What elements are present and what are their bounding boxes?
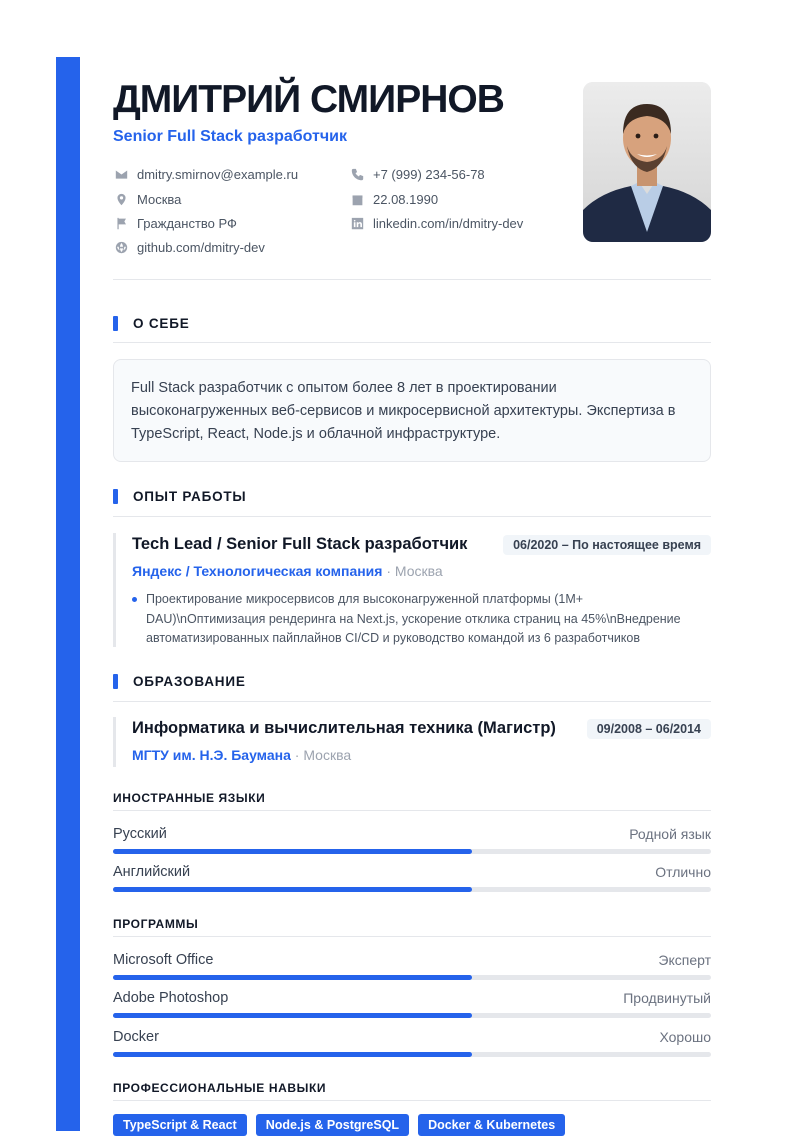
section-title-experience: ОПЫТ РАБОТЫ — [133, 489, 247, 504]
experience-entry — [113, 533, 711, 647]
level-bar-fill — [113, 1052, 472, 1057]
skill-tag: TypeScript & React — [113, 1114, 247, 1136]
candidate-role: Senior Full Stack разработчик — [113, 128, 347, 145]
section-heading-education — [113, 674, 246, 689]
contact-email-text: dmitry.smirnov@example.ru — [137, 166, 299, 182]
contact-phone-text: +7 (999) 234-56-78 — [373, 166, 485, 182]
contact-location — [113, 191, 181, 207]
software-name: Microsoft Office — [113, 952, 214, 968]
software-item — [113, 990, 711, 1020]
contact-citizenship — [113, 215, 237, 231]
globe-icon — [113, 239, 129, 255]
job-title: Tech Lead / Senior Full Stack разработчик — [132, 535, 468, 553]
about-divider — [113, 342, 711, 343]
candidate-name: ДМИТРИЙ СМИРНОВ — [113, 78, 504, 121]
software-heading: ПРОГРАММЫ — [113, 917, 199, 931]
contact-linkedin[interactable] — [349, 215, 523, 231]
contact-phone[interactable] — [349, 166, 485, 182]
job-bullet-text: Проектирование микросервисов для высоконагруженной платформы (1M+ DAU)\nОптимизация рендеринга на Next.js, ускорение отклика страниц на 45%\nВнедрение автоматизированных пайплайнов CI/CD и руководство командой из 6 разработчиков — [146, 592, 681, 645]
contact-github[interactable] — [113, 239, 265, 255]
level-bar-fill — [113, 887, 472, 892]
profile-photo-illustration — [583, 82, 711, 242]
mail-icon — [113, 166, 129, 182]
job-company-line — [132, 563, 443, 579]
section-title-education: ОБРАЗОВАНИЕ — [133, 674, 246, 689]
job-location: · Москва — [382, 563, 443, 579]
software-name: Adobe Photoshop — [113, 990, 229, 1006]
calendar-icon — [349, 191, 365, 207]
section-heading-experience — [113, 489, 246, 504]
language-name: Английский — [113, 864, 191, 880]
skill-tag: Node.js & PostgreSQL — [256, 1114, 409, 1136]
profile-photo — [583, 82, 711, 242]
level-bar-track — [113, 849, 711, 854]
linkedin-icon — [349, 215, 365, 231]
location-icon — [113, 191, 129, 207]
section-marker — [113, 316, 118, 331]
bullet-dot — [132, 597, 137, 602]
phone-icon — [349, 166, 365, 182]
contact-github-text: github.com/dmitry-dev — [137, 239, 265, 255]
language-name: Русский — [113, 826, 167, 842]
level-bar-fill — [113, 849, 472, 854]
skill-tag: Docker & Kubernetes — [418, 1114, 565, 1136]
software-level: Эксперт — [658, 952, 711, 968]
software-name: Docker — [113, 1029, 159, 1045]
software-item — [113, 952, 711, 982]
contact-birthdate-text: 22.08.1990 — [373, 191, 439, 207]
contact-location-text: Москва — [137, 191, 182, 207]
education-divider — [113, 701, 711, 702]
job-dates-badge: 06/2020 – По настоящее время — [503, 535, 711, 555]
flag-icon — [113, 215, 129, 231]
about-summary: Full Stack разработчик с опытом более 8 лет в проектировании высоконагруженных веб-сервисов и микросервисной архитектуры. Экспертиза в TypeScript, React, Node.js и облачной инфраструктуре. — [113, 359, 711, 462]
school-location: · Москва — [290, 747, 352, 763]
level-bar-track — [113, 1013, 711, 1018]
section-heading-about — [113, 316, 190, 331]
language-level: Родной язык — [629, 826, 711, 842]
language-level: Отлично — [655, 864, 711, 880]
skills-heading: ПРОФЕССИОНАЛЬНЫЕ НАВЫКИ — [113, 1081, 327, 1095]
job-company: Яндекс / Технологическая компания — [132, 563, 383, 579]
experience-divider — [113, 516, 711, 517]
degree-dates-badge: 09/2008 – 06/2014 — [587, 719, 711, 739]
school-line — [132, 747, 351, 763]
languages-heading: ИНОСТРАННЫЕ ЯЗЫКИ — [113, 791, 266, 805]
software-item — [113, 1029, 711, 1059]
languages-divider — [113, 810, 711, 811]
skill-tags — [113, 1114, 565, 1136]
language-item — [113, 864, 711, 894]
software-level: Хорошо — [659, 1029, 711, 1045]
job-bullet-list — [132, 590, 704, 649]
education-entry — [113, 717, 711, 767]
contact-citizenship-text: Гражданство РФ — [137, 215, 237, 231]
header-divider — [113, 279, 711, 280]
accent-sidebar-bar — [56, 57, 80, 1131]
skills-divider — [113, 1100, 711, 1101]
software-level: Продвинутый — [623, 990, 711, 1006]
contact-birthdate — [349, 191, 438, 207]
level-bar-track — [113, 887, 711, 892]
language-item — [113, 826, 711, 856]
section-title-about: О СЕБЕ — [133, 316, 190, 331]
level-bar-track — [113, 975, 711, 980]
section-marker — [113, 674, 118, 689]
degree-title: Информатика и вычислительная техника (Магистр) — [132, 719, 556, 737]
level-bar-fill — [113, 975, 472, 980]
level-bar-track — [113, 1052, 711, 1057]
level-bar-fill — [113, 1013, 472, 1018]
software-divider — [113, 936, 711, 937]
school-name: МГТУ им. Н.Э. Баумана — [132, 747, 291, 763]
contact-linkedin-text: linkedin.com/in/dmitry-dev — [373, 215, 524, 231]
section-marker — [113, 489, 118, 504]
contact-email[interactable] — [113, 166, 298, 182]
